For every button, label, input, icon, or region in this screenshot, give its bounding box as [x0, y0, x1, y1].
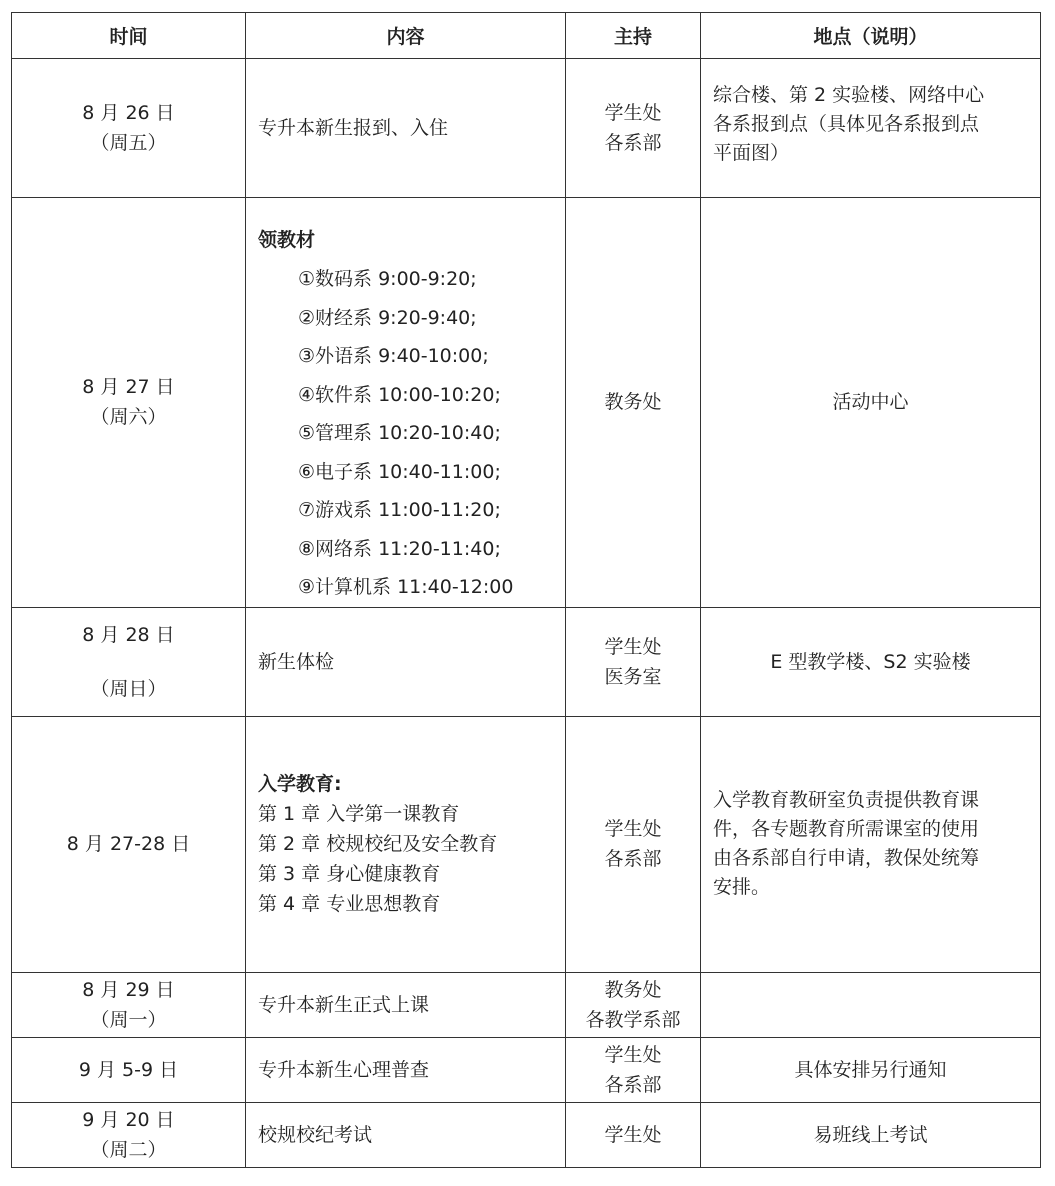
- host-text: 医务室: [604, 665, 662, 688]
- header-place: 地点（说明）: [701, 13, 1041, 59]
- header-content: 内容: [246, 13, 566, 59]
- content-text: 专升本新生正式上课: [258, 993, 430, 1016]
- host-text: 各系部: [604, 848, 662, 870]
- host-text: 学生处: [604, 1123, 662, 1146]
- list-item: 第 1 章 入学第一课教育: [258, 803, 460, 825]
- host-cell: [566, 607, 701, 716]
- header-row: [12, 13, 1041, 59]
- content-title: 入学教育:: [258, 773, 342, 795]
- host-text: 各系部: [604, 132, 662, 154]
- schedule-table: [11, 12, 1041, 1168]
- host-cell: [566, 972, 701, 1037]
- place-text: 具体安排另行通知: [794, 1058, 947, 1081]
- content-cell: [246, 1037, 566, 1102]
- place-text: 综合楼、第 2 实验楼、网络中心: [713, 84, 985, 106]
- place-cell: [701, 607, 1041, 716]
- list-item: 第 3 章 身心健康教育: [258, 863, 441, 885]
- list-item: 第 2 章 校规校纪及安全教育: [258, 833, 498, 855]
- place-cell: [701, 198, 1041, 608]
- content-cell: [246, 59, 566, 198]
- date-text: 8 月 28 日: [82, 623, 175, 646]
- header-host: 主持: [566, 13, 701, 59]
- list-item: ①数码系 9:00-9:20;: [298, 268, 477, 290]
- date-text: 8 月 26 日: [82, 102, 175, 124]
- list-item: ④软件系 10:00-10:20;: [298, 383, 501, 406]
- content-cell: [246, 972, 566, 1037]
- place-cell: [701, 716, 1041, 972]
- date-text: 9 月 5-9 日: [78, 1058, 179, 1081]
- weekday-text: （周六）: [90, 406, 167, 429]
- table-row: [12, 607, 1041, 716]
- list-item: ③外语系 9:40-10:00;: [298, 345, 489, 367]
- content-text: 新生体检: [258, 650, 335, 673]
- time-cell: [12, 59, 246, 198]
- list-item: ⑦游戏系 11:00-11:20;: [298, 499, 501, 521]
- place-text: 件，各专题教育所需课室的使用: [713, 818, 980, 840]
- date-text: 9 月 20 日: [82, 1108, 175, 1131]
- date-text: 8 月 27-28 日: [66, 833, 191, 855]
- place-cell: [701, 1102, 1041, 1167]
- table-row: [12, 972, 1041, 1037]
- host-cell: [566, 59, 701, 198]
- content-cell: [246, 198, 566, 608]
- host-text: 学生处: [604, 102, 662, 124]
- time-cell: [12, 607, 246, 716]
- list-item: ②财经系 9:20-9:40;: [298, 306, 477, 329]
- host-text: 教务处: [604, 391, 662, 414]
- content-title: 领教材: [258, 229, 316, 251]
- host-text: 学生处: [604, 818, 662, 840]
- list-item: ⑥电子系 10:40-11:00;: [298, 460, 501, 483]
- list-item: ⑤管理系 10:20-10:40;: [298, 422, 501, 444]
- host-text: 各教学系部: [585, 1008, 681, 1031]
- content-text: 专升本新生心理普查: [258, 1058, 430, 1081]
- date-text: 8 月 29 日: [82, 978, 175, 1001]
- time-cell: [12, 972, 246, 1037]
- weekday-text: （周日）: [90, 677, 167, 700]
- time-cell: [12, 1037, 246, 1102]
- host-text: 教务处: [604, 978, 662, 1001]
- host-cell: [566, 716, 701, 972]
- place-text: 各系报到点（具体见各系报到点: [713, 113, 980, 135]
- place-cell: [701, 59, 1041, 198]
- date-text: 8 月 27 日: [82, 376, 175, 399]
- list-item: ⑧网络系 11:20-11:40;: [298, 537, 501, 560]
- time-cell: [12, 198, 246, 608]
- place-cell-empty: [701, 972, 1041, 1037]
- content-cell: [246, 607, 566, 716]
- content-text: 校规校纪考试: [258, 1123, 373, 1146]
- place-text: 活动中心: [832, 391, 909, 414]
- place-text: 易班线上考试: [813, 1123, 928, 1146]
- host-text: 学生处: [604, 635, 662, 658]
- host-text: 各系部: [604, 1073, 662, 1096]
- weekday-text: （周一）: [90, 1008, 167, 1031]
- table-row: [12, 59, 1041, 198]
- weekday-text: （周五）: [90, 132, 167, 154]
- place-text: 平面图）: [713, 142, 790, 164]
- weekday-text: （周二）: [90, 1138, 167, 1161]
- host-cell: [566, 198, 701, 608]
- content-cell: [246, 1102, 566, 1167]
- content-text: 专升本新生报到、入住: [258, 117, 449, 139]
- table-row: [12, 198, 1041, 608]
- table-row: [12, 1037, 1041, 1102]
- place-text: 入学教育教研室负责提供教育课: [713, 789, 980, 811]
- list-item: 第 4 章 专业思想教育: [258, 893, 441, 915]
- place-cell: [701, 1037, 1041, 1102]
- time-cell: [12, 716, 246, 972]
- place-text: 安排。: [713, 876, 771, 898]
- host-cell: [566, 1037, 701, 1102]
- place-text: 由各系部自行申请，教保处统筹: [713, 847, 980, 869]
- table-row: [12, 1102, 1041, 1167]
- time-cell: [12, 1102, 246, 1167]
- host-text: 学生处: [604, 1043, 662, 1066]
- place-text: E 型教学楼、S2 实验楼: [770, 650, 971, 673]
- table-row: [12, 716, 1041, 972]
- content-cell: [246, 716, 566, 972]
- host-cell: [566, 1102, 701, 1167]
- list-item: ⑨计算机系 11:40-12:00: [298, 576, 514, 598]
- header-time: 时间: [12, 13, 246, 59]
